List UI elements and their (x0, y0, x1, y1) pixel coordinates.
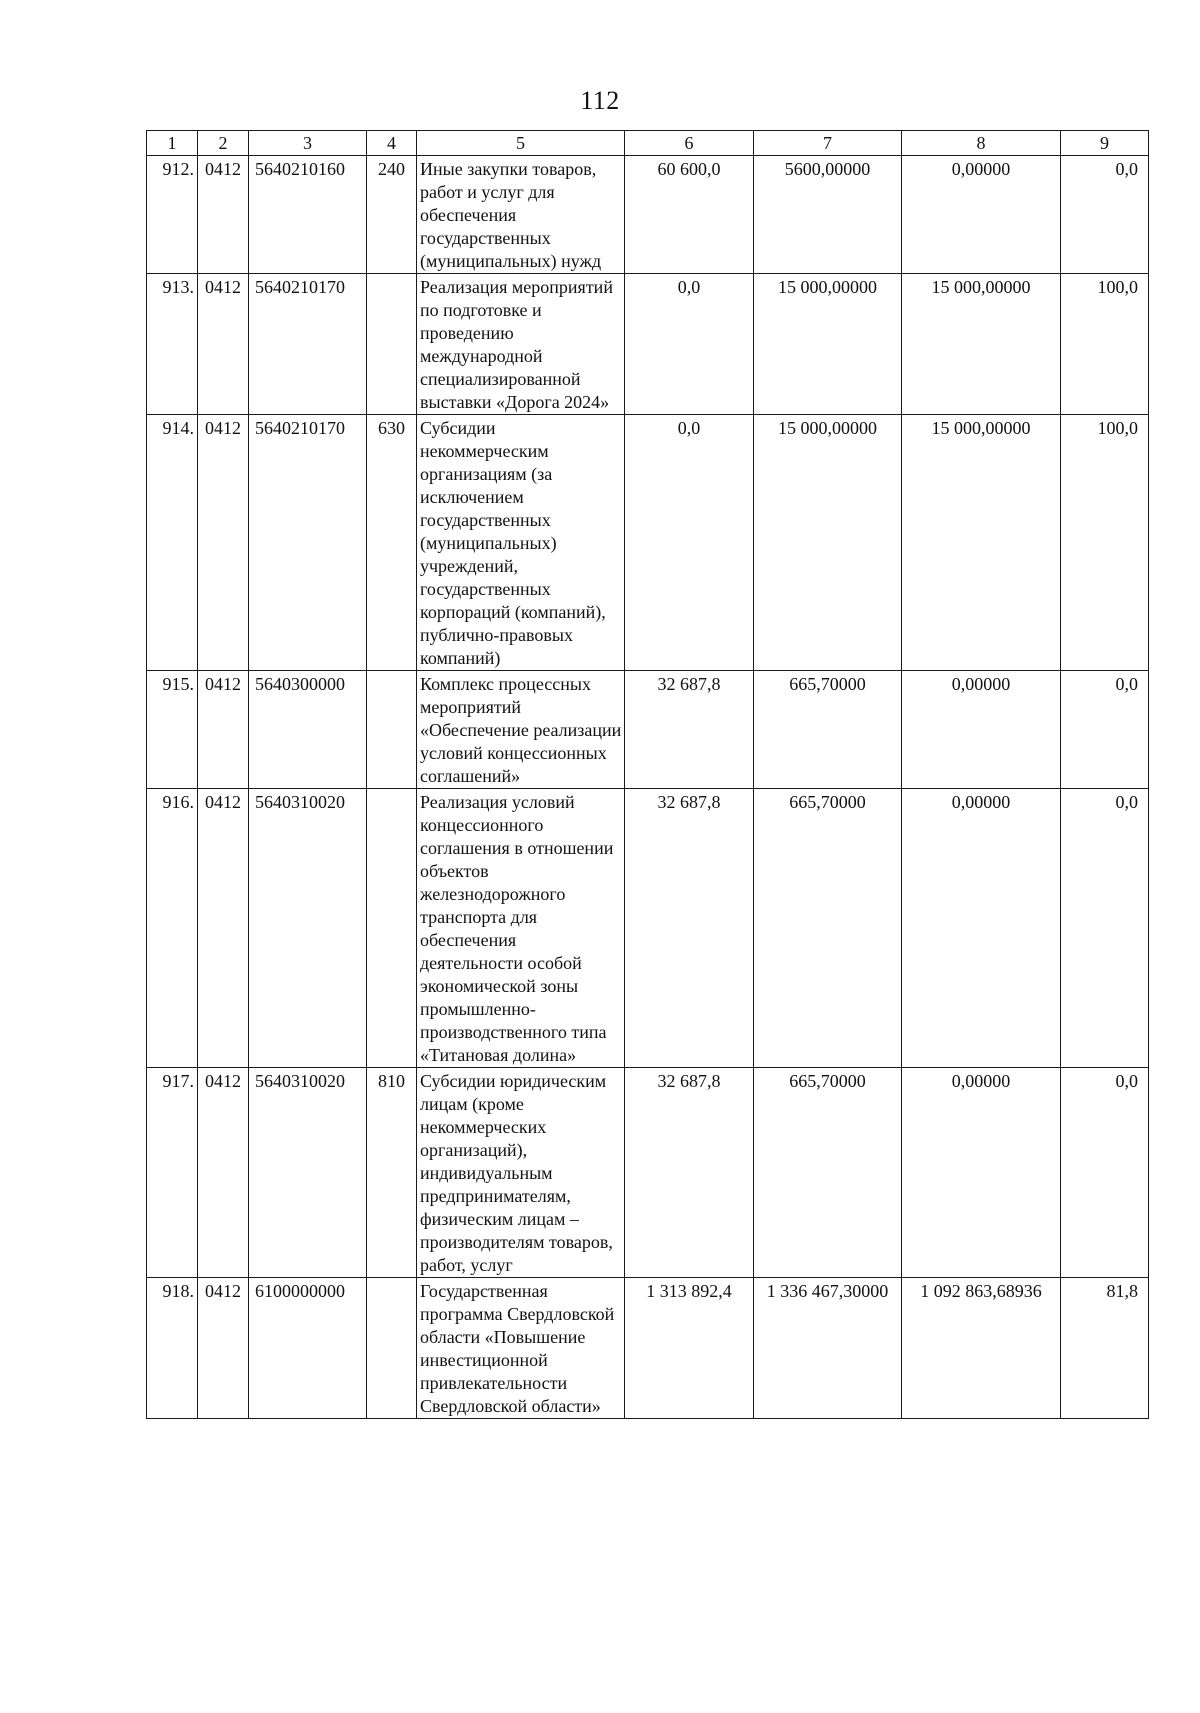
column-header: 8 (902, 131, 1061, 156)
table-row (147, 274, 1149, 415)
value-col8-cell: 0,00000 (902, 789, 1061, 1068)
target-code-cell: 6100000000 (249, 1278, 367, 1419)
value-col6-cell: 60 600,0 (625, 156, 754, 274)
item-name-cell: Субсидии некоммерческим организациям (за исключением государственных (муниципальных) учреждений, государственных корпораций (компаний), публично-правовых компаний) (417, 415, 625, 671)
table-row (147, 671, 1149, 789)
expense-type-cell (367, 671, 417, 789)
target-code-cell: 5640210160 (249, 156, 367, 274)
column-header: 7 (754, 131, 902, 156)
column-header: 2 (198, 131, 249, 156)
expense-type-cell (367, 789, 417, 1068)
item-name-cell: Государственная программа Свердловской области «Повышение инвестиционной привлекательности Свердловской области» (417, 1278, 625, 1419)
value-col8-cell: 0,00000 (902, 156, 1061, 274)
section-code-cell: 0412 (198, 156, 249, 274)
column-header: 3 (249, 131, 367, 156)
value-col7-cell: 1 336 467,30000 (754, 1278, 902, 1419)
table-row (147, 1278, 1149, 1419)
page-number: 112 (580, 86, 620, 115)
value-col8-cell: 0,00000 (902, 671, 1061, 789)
column-header: 5 (417, 131, 625, 156)
target-code-cell: 5640310020 (249, 1068, 367, 1278)
row-number-cell: 912. (147, 156, 198, 274)
section-code-cell: 0412 (198, 1278, 249, 1419)
section-code-cell: 0412 (198, 789, 249, 1068)
item-name-cell: Субсидии юридическим лицам (кроме некоммерческих организаций), индивидуальным предпринимателям, физическим лицам – производителям товаров, работ, услуг (417, 1068, 625, 1278)
budget-table (146, 130, 1149, 1419)
table-row (147, 415, 1149, 671)
item-name-cell: Комплекс процессных мероприятий «Обеспечение реализации условий концессионных соглашений» (417, 671, 625, 789)
expense-type-cell: 240 (367, 156, 417, 274)
row-number-cell: 916. (147, 789, 198, 1068)
expense-type-cell (367, 1278, 417, 1419)
item-name-cell: Реализация условий концессионного соглашения в отношении объектов железнодорожного транспорта для обеспечения деятельности особой экономической зоны промышленно-производственного типа «Титановая долина» (417, 789, 625, 1068)
value-col7-cell: 5600,00000 (754, 156, 902, 274)
percent-cell: 0,0 (1061, 789, 1149, 1068)
target-code-cell: 5640310020 (249, 789, 367, 1068)
percent-cell: 81,8 (1061, 1278, 1149, 1419)
table-header-row (147, 131, 1149, 156)
value-col6-cell: 0,0 (625, 274, 754, 415)
table-row (147, 1068, 1149, 1278)
row-number-cell: 914. (147, 415, 198, 671)
expense-type-cell (367, 274, 417, 415)
value-col7-cell: 665,70000 (754, 1068, 902, 1278)
value-col7-cell: 665,70000 (754, 671, 902, 789)
row-number-cell: 913. (147, 274, 198, 415)
column-header: 1 (147, 131, 198, 156)
section-code-cell: 0412 (198, 1068, 249, 1278)
value-col6-cell: 32 687,8 (625, 789, 754, 1068)
value-col8-cell: 0,00000 (902, 1068, 1061, 1278)
value-col6-cell: 0,0 (625, 415, 754, 671)
column-header: 9 (1061, 131, 1149, 156)
value-col8-cell: 15 000,00000 (902, 274, 1061, 415)
value-col7-cell: 15 000,00000 (754, 415, 902, 671)
row-number-cell: 915. (147, 671, 198, 789)
percent-cell: 0,0 (1061, 156, 1149, 274)
target-code-cell: 5640210170 (249, 274, 367, 415)
row-number-cell: 917. (147, 1068, 198, 1278)
item-name-cell: Реализация мероприятий по подготовке и проведению международной специализированной выставки «Дорога 2024» (417, 274, 625, 415)
percent-cell: 0,0 (1061, 671, 1149, 789)
section-code-cell: 0412 (198, 274, 249, 415)
value-col7-cell: 15 000,00000 (754, 274, 902, 415)
section-code-cell: 0412 (198, 671, 249, 789)
column-header: 4 (367, 131, 417, 156)
percent-cell: 0,0 (1061, 1068, 1149, 1278)
table-row (147, 156, 1149, 274)
target-code-cell: 5640210170 (249, 415, 367, 671)
value-col8-cell: 15 000,00000 (902, 415, 1061, 671)
row-number-cell: 918. (147, 1278, 198, 1419)
item-name-cell: Иные закупки товаров, работ и услуг для обеспечения государственных (муниципальных) нужд (417, 156, 625, 274)
percent-cell: 100,0 (1061, 274, 1149, 415)
target-code-cell: 5640300000 (249, 671, 367, 789)
value-col6-cell: 32 687,8 (625, 1068, 754, 1278)
column-header: 6 (625, 131, 754, 156)
value-col8-cell: 1 092 863,68936 (902, 1278, 1061, 1419)
expense-type-cell: 630 (367, 415, 417, 671)
section-code-cell: 0412 (198, 415, 249, 671)
value-col6-cell: 32 687,8 (625, 671, 754, 789)
value-col6-cell: 1 313 892,4 (625, 1278, 754, 1419)
table-row (147, 789, 1149, 1068)
value-col7-cell: 665,70000 (754, 789, 902, 1068)
percent-cell: 100,0 (1061, 415, 1149, 671)
expense-type-cell: 810 (367, 1068, 417, 1278)
